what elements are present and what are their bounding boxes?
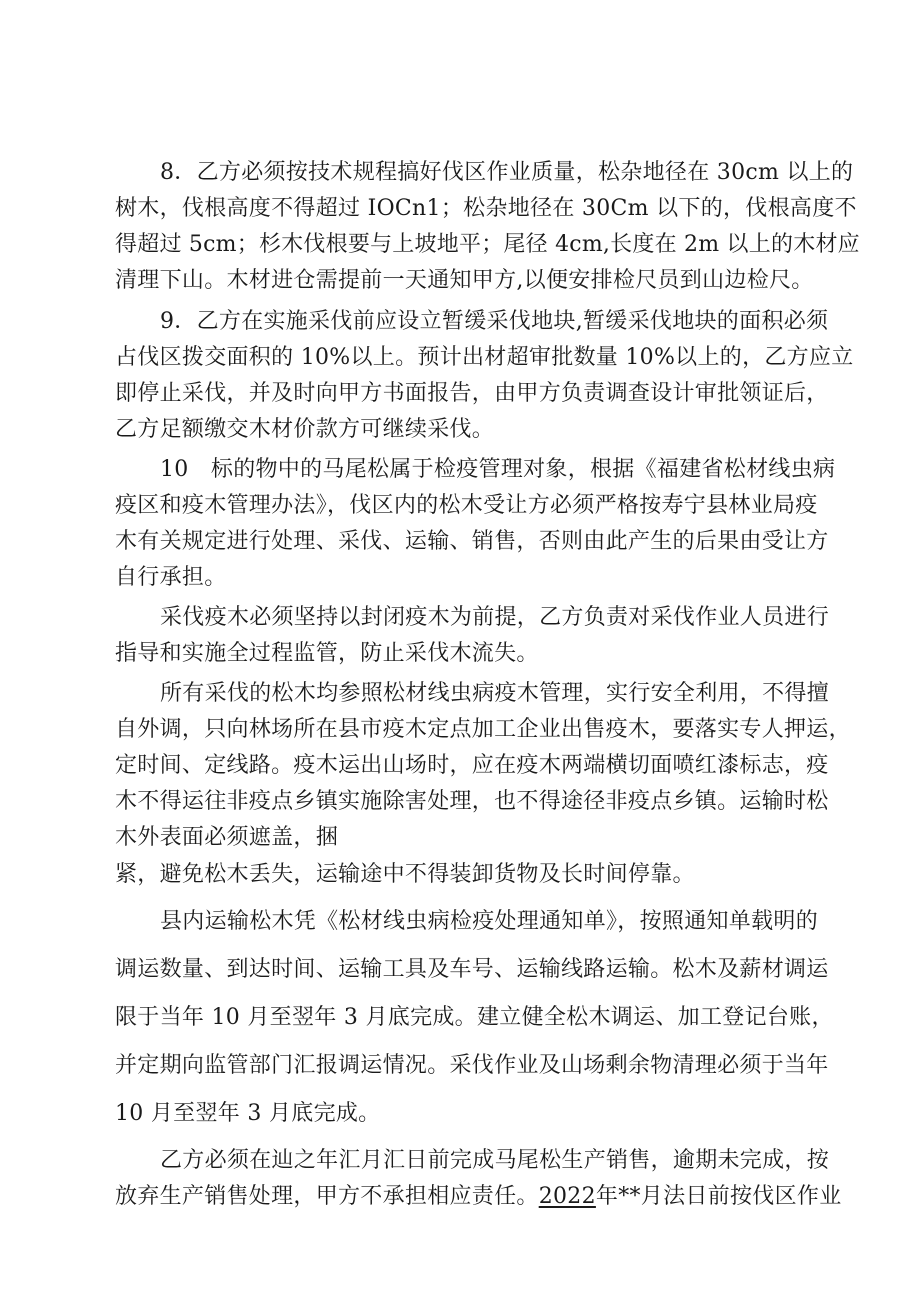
- para-9-line-2: 占伐区拨交面积的 10%以上。预计出材超审批数量 10%以上的，乙方应立: [115, 345, 854, 370]
- para-12-line-6: 紧，避免松木丢失，运输途中不得装卸货物及长时间停靠。: [115, 862, 695, 887]
- para-12-line-1: 所有采伐的松木均参照松材线虫病疫木管理，实行安全利用，不得擅: [160, 681, 830, 706]
- para-8-line-1: 8．乙方必须按技术规程搞好伐区作业质量，松杂地径在 30cm 以上的: [160, 160, 854, 185]
- para-13-line-5: 10 月至翌年 3 月底完成。: [115, 1101, 381, 1126]
- para-14-line-2: [115, 1182, 842, 1212]
- para-8-line-3: 得超过 5cm；杉木伐根要与上坡地平；尾径 4cm,长度在 2m 以上的木材应: [115, 232, 860, 257]
- para-13-line-2: 调运数量、到达时间、运输工具及车号、运输线路运输。松木及薪材调运: [115, 957, 829, 982]
- para-12-line-2: 自外调，只向林场所在县市疫木定点加工企业出售疫木，要落实专人押运，: [115, 717, 851, 742]
- para-9-line-4: 乙方足额缴交木材价款方可继续采伐。: [115, 417, 495, 442]
- para-14-line-1: 乙方必须在辿之年汇月汇日前完成马尾松生产销售，逾期未完成，按: [160, 1148, 830, 1173]
- para-10-line-4: 自行承担。: [115, 565, 227, 590]
- para-12-line-3: 定时间、定线路。疫木运出山场时，应在疫木两端横切面喷红漆标志，疫: [115, 753, 829, 778]
- para-10-line-2: 疫区和疫木管理办法》，伐区内的松木受让方必须严格按寿宁县林业局疫: [115, 493, 818, 518]
- para-13-line-4: 并定期向监管部门汇报调运情况。采伐作业及山场剩余物清理必须于当年: [115, 1053, 829, 1078]
- para-14-line-2-text: 放弃生产销售处理，甲方不承担相应责任。: [115, 1184, 539, 1209]
- para-9-line-3: 即停止采伐，并及时向甲方书面报告，由甲方负责调查设计审批领证后，: [115, 381, 829, 406]
- year-underlined: 2022: [538, 1184, 596, 1209]
- para-14-line-2-rest: 年**月法日前按伐区作业: [595, 1184, 842, 1209]
- para-13-line-1: 县内运输松木凭《松材线虫病检疫处理通知单》，按照通知单载明的: [160, 909, 819, 934]
- para-10-line-3: 木有关规定进行处理、采伐、运输、销售，否则由此产生的后果由受让方: [115, 529, 829, 554]
- para-12-line-5: 木外表面必须遮盖，捆: [115, 825, 339, 850]
- para-9-line-1: 9．乙方在实施采伐前应设立暂缓采伐地块,暂缓采伐地块的面积必须: [160, 309, 829, 334]
- para-8-line-4: 清理下山。木材进仓需提前一天通知甲方,以便安排检尺员到山边检尺。: [115, 268, 814, 293]
- para-13-line-3: 限于当年 10 月至翌年 3 月底完成。建立健全松木调运、加工登记台账，: [115, 1005, 834, 1030]
- para-10-line-1: 10 标的物中的马尾松属于检疫管理对象，根据《福建省松材线虫病: [160, 457, 836, 482]
- para-11-line-2: 指导和实施全过程监管，防止采伐木流失。: [115, 641, 539, 666]
- para-8-line-2: 树木，伐根高度不得超过 IOCn1；松杂地径在 30Cm 以下的，伐根高度不: [115, 196, 857, 221]
- para-12-line-4: 木不得运往非疫点乡镇实施除害处理，也不得途径非疫点乡镇。运输时松: [115, 789, 829, 814]
- para-11-line-1: 采伐疫木必须坚持以封闭疫木为前提，乙方负责对采伐作业人员进行: [160, 605, 830, 630]
